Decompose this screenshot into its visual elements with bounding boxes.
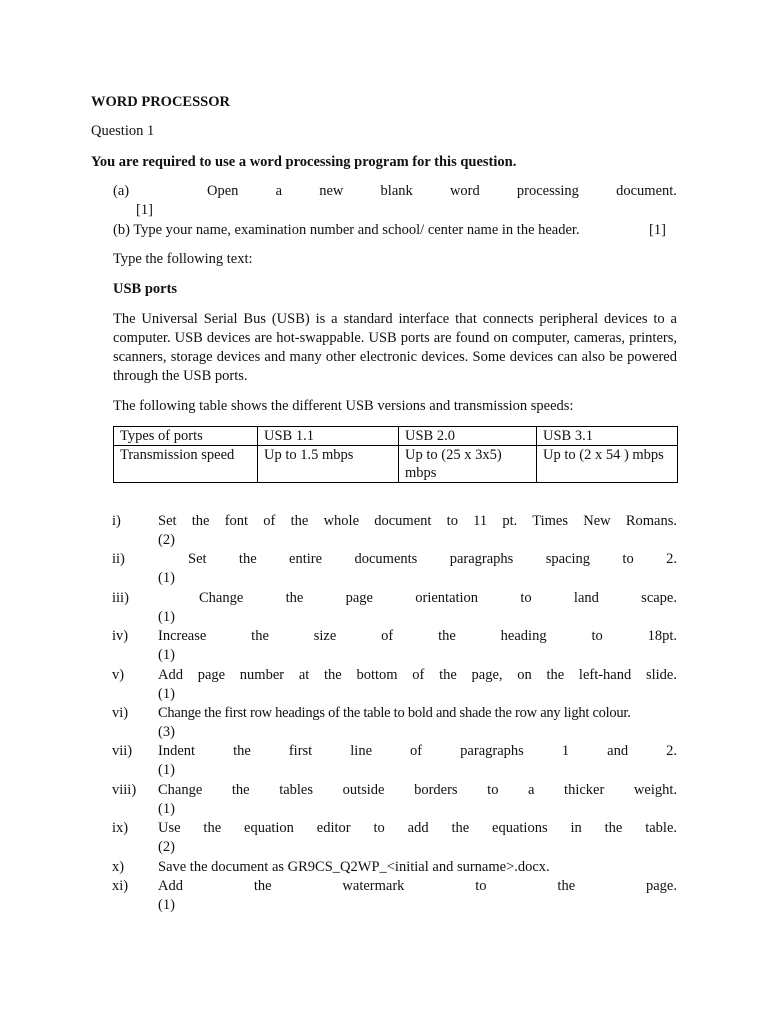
table-cell: Types of ports <box>114 427 258 446</box>
task-b-text: (b) Type your name, examination number and school/ center name in the header. <box>113 222 580 238</box>
table-row <box>114 427 678 446</box>
task-a-label: (a) <box>113 183 130 199</box>
table-cell: USB 1.1 <box>258 427 399 446</box>
page-title: WORD PROCESSOR <box>91 94 230 110</box>
list-item-text: Change the page orientation to land scape. <box>199 590 677 606</box>
task-a-word: a <box>275 183 283 199</box>
task-a-word: processing <box>516 183 579 199</box>
list-item-text: Set the font of the whole document to 11 pt. Times New Romans. <box>158 513 677 529</box>
list-item-number: vii) <box>112 743 133 759</box>
list-item-number: vi) <box>112 705 129 721</box>
paragraph-1: The Universal Serial Bus (USB) is a standard interface that connects peripheral devices to a computer. USB devices are hot-swappable. USB ports are found on computer, cameras, printers, scanners, storage devices and many other electronic devices. Some devices can also be powered through the USB ports. <box>113 311 677 384</box>
task-a-word: document. <box>616 183 677 199</box>
usb-table <box>113 426 678 483</box>
table-cell: Transmission speed <box>114 446 258 483</box>
list-item-number: ix) <box>112 820 129 836</box>
instruction-text: You are required to use a word processing program for this question. <box>91 154 517 170</box>
list-item-number: iii) <box>112 590 129 606</box>
list-item-text: Set the entire documents paragraphs spacing to 2. <box>188 551 677 567</box>
task-a-word: new <box>319 183 344 199</box>
type-following-text: Type the following text: <box>113 251 253 267</box>
list-item-mark: (1) <box>158 686 175 702</box>
table-cell: USB 2.0 <box>399 427 537 446</box>
list-item-mark: (1) <box>158 570 175 586</box>
task-a-word: Open <box>207 183 239 199</box>
list-item-number: ii) <box>112 551 125 567</box>
table-cell: Up to (2 x 54 ) mbps <box>537 446 678 483</box>
list-item-mark: (1) <box>158 801 175 817</box>
list-item-number: iv) <box>112 628 129 644</box>
list-item-mark: (1) <box>158 609 175 625</box>
list-item-mark: (1) <box>158 762 175 778</box>
section-heading: USB ports <box>113 281 178 297</box>
list-item-text: Indent the first line of paragraphs 1 and 2. <box>158 743 677 759</box>
list-item-number: xi) <box>112 878 129 894</box>
list-item-mark: (2) <box>158 839 175 855</box>
list-item-text: Save the document as GR9CS_Q2WP_<initial and surname>.docx. <box>158 859 550 875</box>
list-item-mark: (1) <box>158 647 175 663</box>
task-a-mark: [1] <box>136 202 153 218</box>
table-row <box>114 446 678 483</box>
list-item-text: Increase the size of the heading to 18pt. <box>158 628 677 644</box>
task-a-text <box>207 182 677 201</box>
task-b-mark: [1] <box>649 222 666 238</box>
list-item-text: Change the first row headings of the table to bold and shade the row any light colour. <box>158 705 631 721</box>
list-item-mark: (1) <box>158 897 175 913</box>
list-item-number: viii) <box>112 782 137 798</box>
list-item-number: v) <box>112 667 125 683</box>
list-item-mark: (3) <box>158 724 175 740</box>
question-label: Question 1 <box>91 123 155 139</box>
list-item-text: Add page number at the bottom of the page, on the left-hand slide. <box>158 667 677 683</box>
list-item-text: Use the equation editor to add the equations in the table. <box>158 820 677 836</box>
table-cell: Up to 1.5 mbps <box>258 446 399 483</box>
table-cell: Up to (25 x 3x5) mbps <box>399 446 537 483</box>
task-a-word: word <box>449 183 480 199</box>
list-item-text: Add the watermark to the page. <box>158 878 677 894</box>
list-item-text: Change the tables outside borders to a thicker weight. <box>158 782 677 798</box>
list-item-number: i) <box>112 513 121 529</box>
paragraph-2: The following table shows the different USB versions and transmission speeds: <box>113 398 574 414</box>
list-item-number: x) <box>112 859 125 875</box>
table-cell: USB 3.1 <box>537 427 678 446</box>
list-item-mark: (2) <box>158 532 175 548</box>
task-a-word: blank <box>380 183 413 199</box>
